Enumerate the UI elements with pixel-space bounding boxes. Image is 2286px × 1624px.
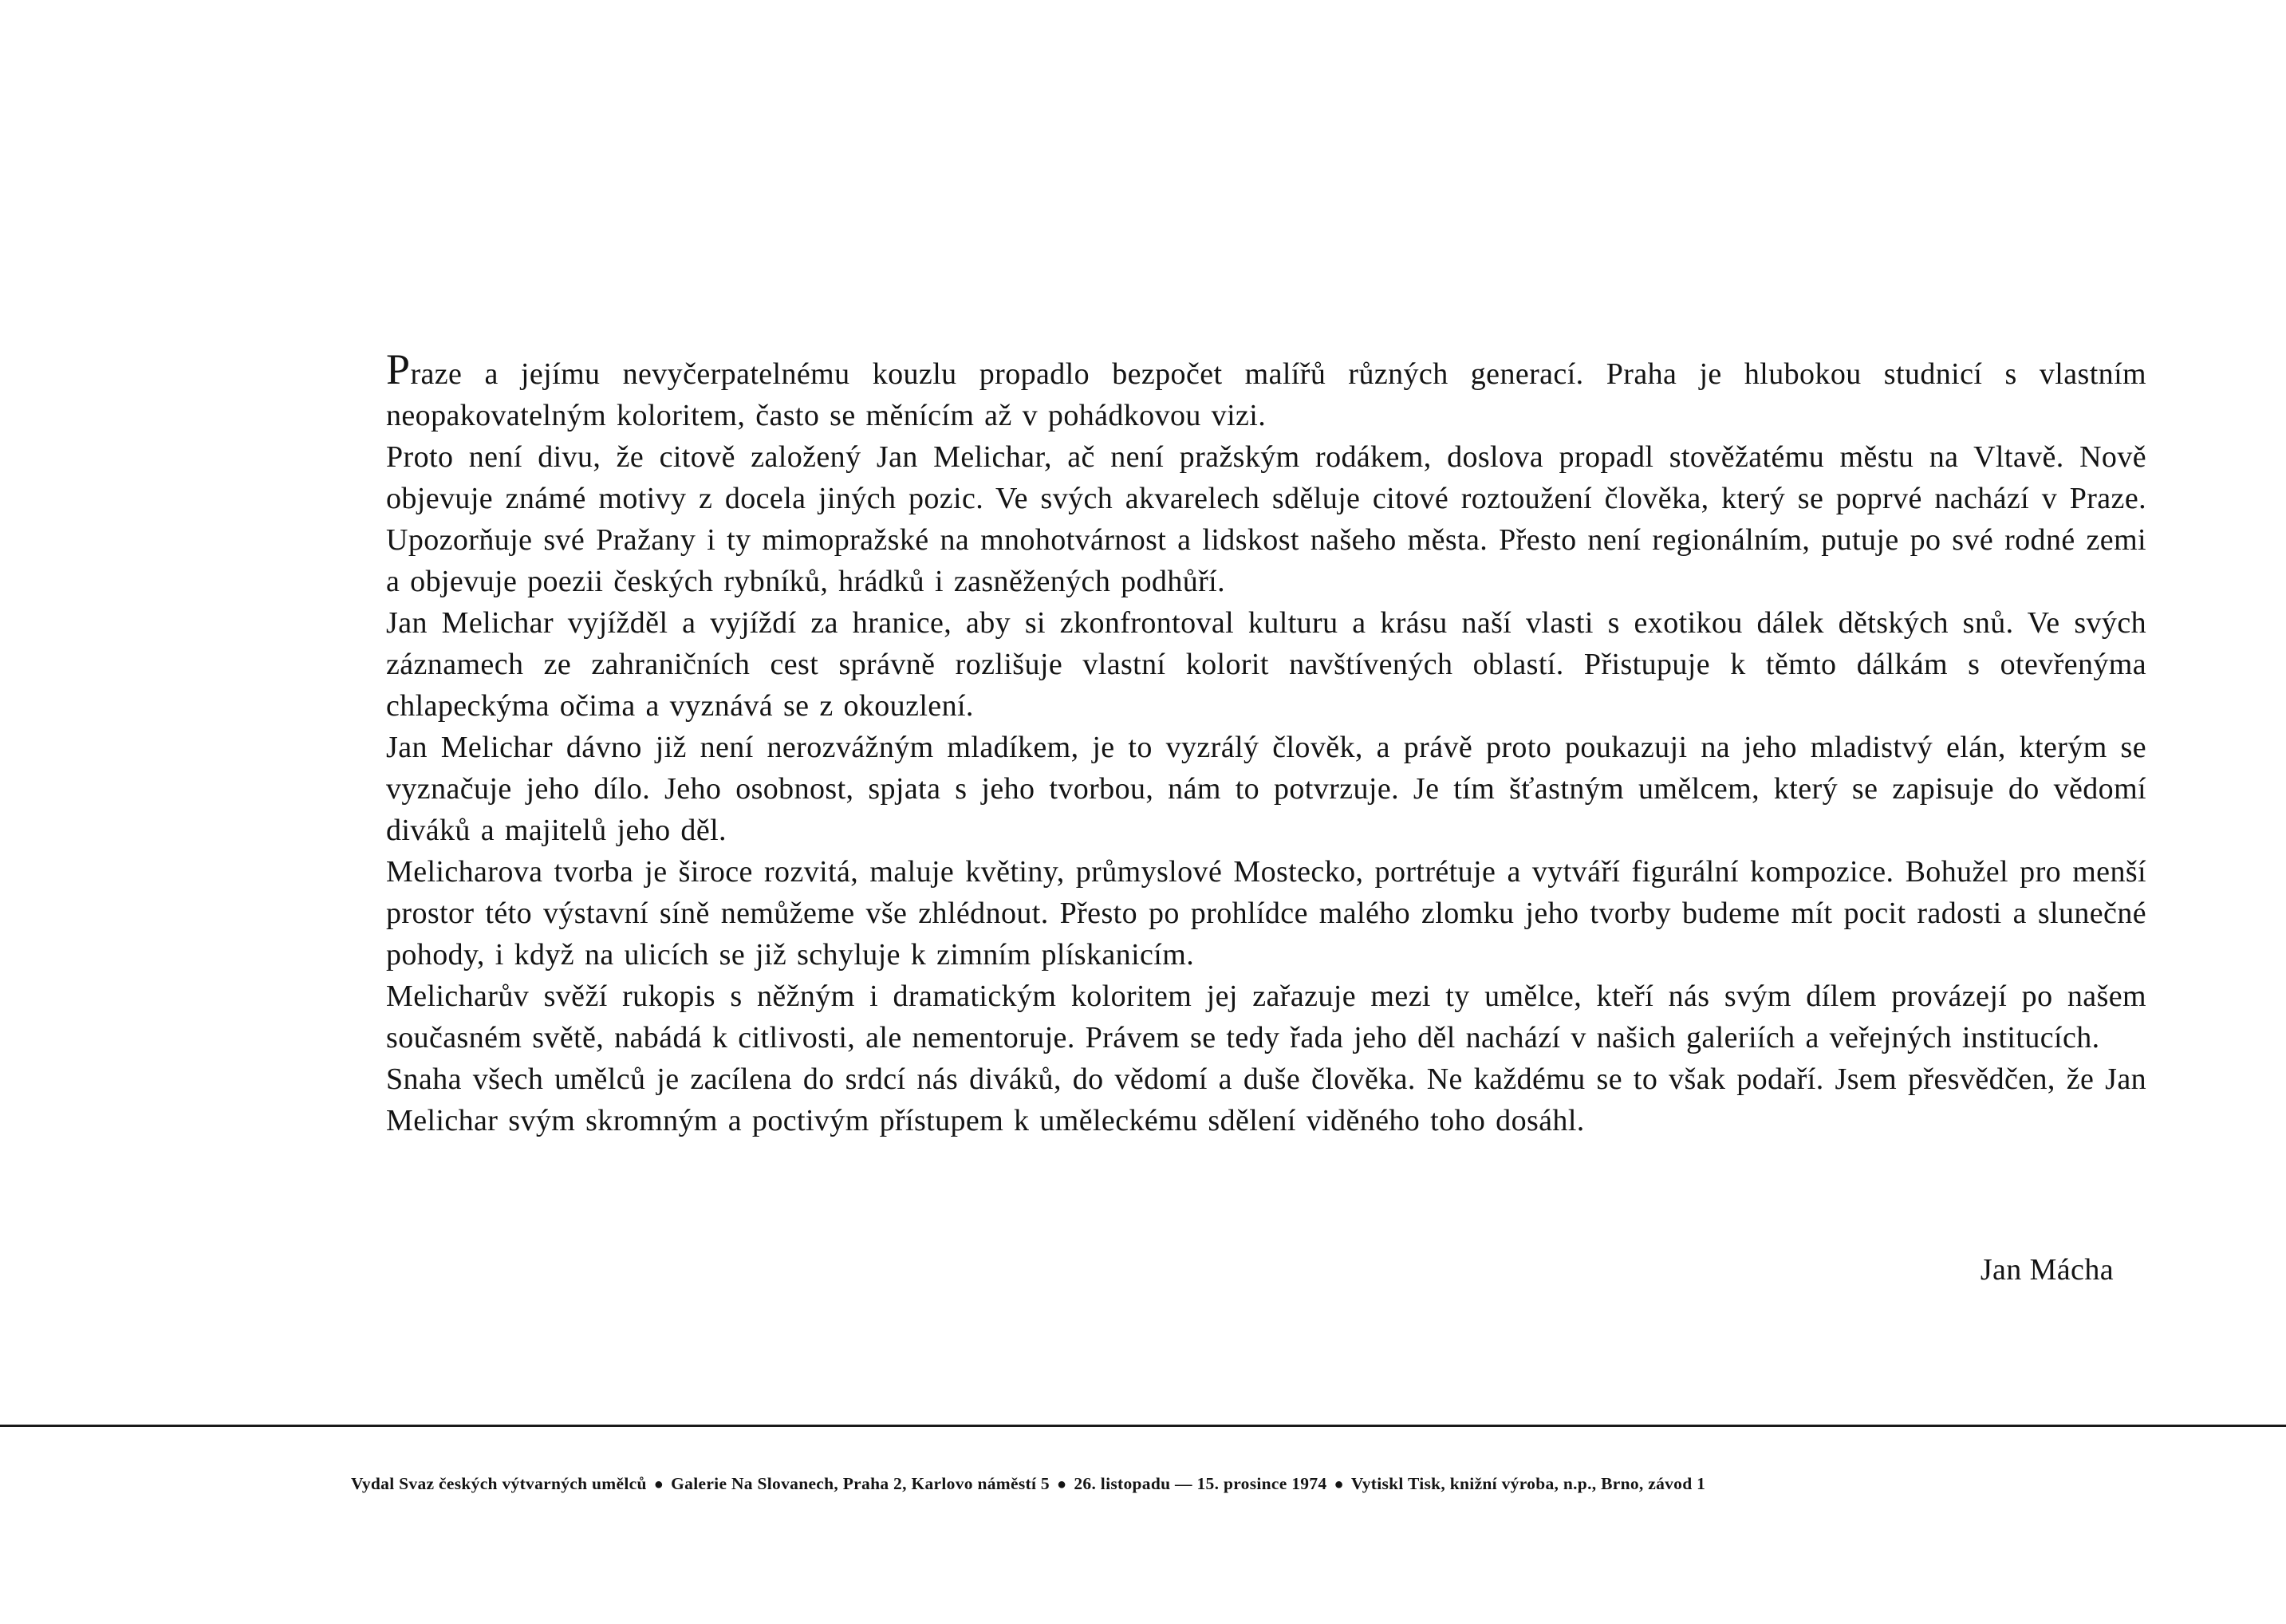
paragraph-5: Melicharova tvorba je široce rozvitá, maluje květiny, průmyslové Mostecko, portrétuje a vytváří figurální kompozice. Bohužel pro menší prostor této výstavní síně nemůžeme vše zhlédnout. Přesto po prohlídce malého zlomku jeho tvorby budeme mít pocit radosti a slunečné pohody, i když na ulicích se již schyluje k zimním plískanicím. xyxy=(386,855,2146,972)
author-signature: Jan Mácha xyxy=(1980,1253,2114,1287)
drop-cap: P xyxy=(386,345,411,393)
imprint-printer: Vytiskl Tisk, knižní výroba, n.p., Brno, závod 1 xyxy=(1350,1474,1706,1493)
paragraph-4: Jan Melichar dávno již není nerozvážným mladíkem, je to vyzrálý člověk, a právě proto poukazuji na jeho mladistvý elán, kterým se vyznačuje jeho dílo. Jeho osobnost, spjata s jeho tvorbou, nám to potvrzuje. Je tím šťastným umělcem, který se zapisuje do vědomí diváků a majitelů jeho děl. xyxy=(386,731,2146,847)
paragraph-6: Melicharův svěží rukopis s něžným i dramatickým koloritem jej zařazuje mezi ty umělce, kteří nás svým dílem provázejí po našem současném světě, nabádá k citlivosti, ale nementoruje. Právem se tedy řada jeho děl nachází v našich galeriích a veřejných institucích. xyxy=(386,980,2146,1054)
imprint-dates: 26. listopadu — 15. prosince 1974 xyxy=(1074,1474,1327,1493)
imprint-publisher: Vydal Svaz českých výtvarných umělců xyxy=(351,1474,647,1493)
imprint-line xyxy=(351,1472,2146,1496)
paragraph-7: Snaha všech umělců je zacílena do srdcí nás diváků, do vědomí a duše člověka. Ne každému se to však podaří. Jsem přesvědčen, že Jan Melichar svým skromným a poctivým přístupem k uměleckému sdělení viděného toho dosáhl. xyxy=(386,1062,2146,1137)
paragraph-2: Proto není divu, že citově založený Jan Melichar, ač není pražským rodákem, doslova propadl stověžatému městu na Vltavě. Nově objevuje známé motivy z docela jiných pozic. Ve svých akvarelech sděluje citové roztoužení člověka, který se poprvé nachází v Praze. Upozorňuje své Pražany i ty mimopražské na mnohotvárnost a lidskost našeho města. Přesto není regionálním, putuje po své rodné zemi a objevuje poezii českých rybníků, hrádků i zasněžených podhůří. xyxy=(386,440,2146,598)
bullet-icon: ● xyxy=(653,1476,664,1493)
bullet-icon: ● xyxy=(1334,1476,1344,1493)
paragraph-1 xyxy=(386,345,2146,436)
footer-divider xyxy=(0,1425,2286,1427)
paragraph-3: Jan Melichar vyjížděl a vyjíždí za hranice, aby si zkonfrontoval kulturu a krásu naší vlasti s exotikou dálek dětských snů. Ve svých záznamech ze zahraničních cest správně rozlišuje vlastní kolorit navštívených oblastí. Přistupuje k těmto dálkám s otevřenýma chlapeckýma očima a vyznává se z okouzlení. xyxy=(386,606,2146,723)
bullet-icon: ● xyxy=(1056,1476,1067,1493)
article-body xyxy=(386,345,2146,1141)
paragraph-1-text: raze a jejímu nevyčerpatelnému kouzlu propadlo bezpočet malířů různých generací. Praha je hlubokou studnicí s vlastním neopakovatelným koloritem, často se měnícím až v pohádkovou vizi. xyxy=(386,357,2146,432)
imprint-gallery: Galerie Na Slovanech, Praha 2, Karlovo náměstí 5 xyxy=(671,1474,1050,1493)
